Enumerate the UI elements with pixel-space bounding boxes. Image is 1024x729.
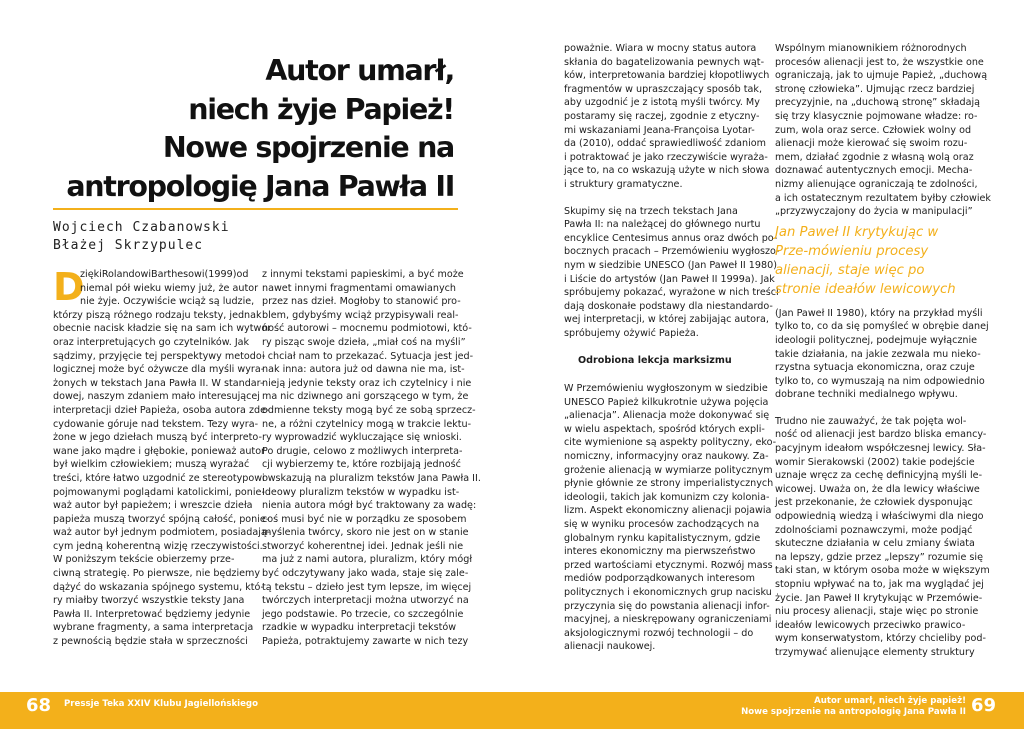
text-line: poważnie. Wiara w mocny status autora	[564, 43, 757, 54]
text-line: W Przemówieniu wygłoszonym w siedzibie	[564, 383, 768, 395]
text-line: nym w siedzibie UNESCO (Jan Paweł II 1980)	[564, 259, 777, 271]
text-line: pacyjnym ideałom współczesnej lewicy. Sła-	[775, 443, 986, 455]
text-line: nieją jedynie teksty oraz ich czytelnicy i nie	[262, 377, 472, 389]
text-line: grożenie alienacją w wymiarze politycznym	[564, 464, 773, 476]
text-line: logicznej może być ożywcze dla myśli wyra-	[53, 364, 265, 376]
text-line: ma już z nami autora, pluralizm, który mógł	[262, 554, 473, 566]
text-line: (Jan Paweł II 1980), który na przykład myśli	[775, 307, 983, 319]
column-3-text	[564, 205, 780, 341]
text-line: mi wskazaniami Jeana-Françoisa Lyotar-	[564, 124, 755, 136]
column-1	[53, 265, 272, 649]
text-line: oraz interpretujących go czytelników. Jak	[53, 336, 250, 348]
text-line: aby uzgodnić je z istotą myśli twórcy. My	[564, 97, 760, 109]
text-line: sądzimy, przyjęcie tej perspektywy metodo-	[53, 350, 266, 362]
text-line: precyzyjnie, na „duchową stronę” składają	[775, 97, 980, 109]
page-footer	[0, 692, 1024, 729]
text-line: mediów podporządkowanych interesom	[564, 573, 755, 585]
text-line: żone w jego dziełach muszą być interpreto-	[53, 432, 262, 444]
text-line: przyczynia się do powstania alienacji infor-	[564, 600, 770, 612]
author-name: Wojciech Czabanowski	[53, 220, 230, 235]
text-line: dążyć do wskazania spójnego systemu, któ-	[53, 581, 265, 593]
text-line: blem, gdybyśmy wciąż przypisywali real-	[262, 309, 459, 321]
title-line: Nowe spojrzenie na	[162, 131, 454, 164]
text-line: alienacji naukowej.	[564, 641, 656, 653]
text-line: jest przekonanie, że człowiek dysponując	[775, 497, 973, 509]
text-line: nizmy alienujące ograniczają te zdolności,	[775, 178, 978, 190]
text-line: nie żyje. Oczywiście wciąż są ludzie,	[80, 296, 255, 308]
footer-running-title	[741, 696, 966, 718]
column-3-text	[564, 42, 770, 192]
text-line: się trzy klasycznie pojmowane władze: ro-	[775, 110, 978, 122]
text-line: Papieża, potraktujemy zawarte w nich tezy	[262, 636, 469, 648]
text-line: odmienne teksty mogą być ze sobą sprzecz-	[262, 404, 476, 416]
authors	[53, 219, 230, 255]
text-line: wane jako mądre i głębokie, ponieważ autor	[53, 445, 266, 457]
text-line: womir Sierakowski (2002) takie podejście	[775, 456, 975, 468]
text-line: papieża muszą tworzyć spójną całość, ponie-	[53, 513, 270, 525]
text-line: „alienacja”. Alienacja może dokonywać się	[564, 410, 770, 422]
text-line: i Liście do artystów (Jan Paweł II 1999a). Jak	[564, 273, 775, 285]
text-line: ry wyprowadzić wykluczające się wnioski.	[262, 432, 462, 444]
text-line: spróbujemy pokazać, wyrażone w nich treści	[564, 287, 779, 299]
text-line: Trudno nie zauważyć, że tak pojęta wol-	[775, 415, 967, 427]
text-line: rzystna sytuacja ekonomiczna, oraz czuje	[775, 362, 975, 374]
text-line: którzy piszą różnego rodzaju teksty, jednak	[53, 309, 262, 321]
text-line: ziękiRolandowiBarthesowi(1999)od	[80, 269, 249, 280]
column-4-text	[775, 415, 990, 660]
text-line: ideologii politycznej, podejmuje wyłącznie	[775, 334, 978, 346]
page-number-left: 68	[26, 695, 52, 716]
text-line: tylko to, co wymuszają na nim odpowiednio	[775, 375, 985, 387]
text-line: i potraktować je jako rzeczywiście wyraża-	[564, 151, 768, 163]
text-line: waż autor był jednym podmiotem, posiadają-	[53, 527, 271, 539]
text-line: wybrane fragmenty, a sama interpretacja	[53, 622, 254, 634]
text-line: obecnie nacisk kładzie się na sam ich wytwór	[53, 323, 272, 335]
text-line: tylko to, co da się pomyśleć w obrębie danej	[775, 321, 989, 333]
column-4-text	[775, 42, 991, 219]
text-line: pojmowanymi poglądami katolickimi, ponie-	[53, 486, 265, 498]
text-line: ność od alienacji jest bardzo bliska emancy-	[775, 429, 987, 441]
text-line: a ich ostatecznym rezultatem byłby człowiek	[775, 192, 991, 204]
text-line: Pawła II. Interpretować będziemy jedynie	[53, 608, 251, 620]
text-line: bocznych pracach – Przemówieniu wygłoszo-	[564, 246, 780, 258]
text-line: nomiczny, informacyjny oraz naukowy. Za-	[564, 451, 769, 463]
text-line: encyklice Centesimus annus oraz dwóch po-	[564, 232, 778, 244]
text-line: alienacji może kierować się swoim rozu-	[775, 138, 968, 150]
text-line: Po drugie, celowo z możliwych interpreta-	[262, 445, 463, 457]
text-line: być odczytywany jako wada, staje się zale-	[262, 568, 469, 580]
text-line: Ideowy pluralizm tekstów w wypadku ist-	[262, 486, 460, 498]
text-line: cym jedną koherentną wizję rzeczywistości.	[53, 540, 263, 552]
text-line: rzadkie w wypadku interpretacji tekstów	[262, 622, 457, 634]
text-line: dowej, naszym zdaniem mało interesującej	[53, 391, 260, 403]
text-line: skuteczne działania w celu zmiany świata	[775, 538, 975, 550]
section-subheading: Odrobiona lekcja marksizmu	[578, 355, 732, 367]
text-line: przed wartościami etycznymi. Rozwój mass	[564, 559, 773, 571]
text-line: odpowiednią wiedzą i właściwymi dla niego	[775, 511, 984, 523]
text-line: stworzyć koherentnej idei. Jednak jeśli nie	[262, 540, 464, 552]
text-line: życie. Jan Paweł II krytykując w Przemówie-	[775, 592, 983, 604]
text-line: ne, a różni czytelnicy mogą w trakcie lektu-	[262, 418, 472, 430]
text-line: nawet innymi fragmentami omawianych	[262, 282, 457, 294]
text-line: treści, które łatwo uzgodnić ze stereotypowo	[53, 472, 268, 484]
column-2-text	[262, 268, 481, 649]
text-line: macyjnej, a nieskrępowany ograniczeniami	[564, 614, 772, 626]
text-line: politycznych i ekonomicznych grup nacisku	[564, 586, 772, 598]
text-line: takie działania, na jakie zezwala mu nieko-	[775, 348, 981, 360]
text-line: płynie głównie ze strony imperialistycznych	[564, 478, 774, 490]
text-line: UNESCO Papież kilkukrotnie używa pojęcia	[564, 396, 769, 408]
text-line: wej interpretacji, w której zabijając autora,	[564, 314, 769, 326]
text-line: wicowej. Uważa on, że dla lewicy właściwe	[775, 483, 980, 495]
text-line: i chciał nam to przekazać. Sytuacja jest jed-	[262, 350, 474, 362]
text-line: żonych w tekstach Jana Pawła II. W standar-	[53, 377, 264, 389]
text-line: skłania do bagatelizowania pewnych wąt-	[564, 56, 765, 68]
text-line: myślenia twórcy, skoro nie jest on w stanie	[262, 527, 469, 539]
text-line: cji wybierzemy te, które rozbijają jedność	[262, 459, 461, 471]
text-line: był wielkim człowiekiem; muszą wyrażać	[53, 459, 250, 471]
footer-publication: Pressje Teka XXIV Klubu Jagiellońskiego	[64, 699, 258, 709]
text-line: cite wymienione są aspekty polityczny, eko-	[564, 437, 777, 449]
text-line: mem, działać zgodnie z własną wolą oraz	[775, 151, 974, 163]
text-line: stronę człowieka”. Ujmując rzecz bardziej	[775, 83, 975, 95]
text-line: twórczych interpretacji można utworzyć na	[262, 595, 469, 607]
text-line: nienia autora mógł być traktowany za wadę:	[262, 500, 477, 512]
text-line: aksjologicznymi rozwój technologii – do	[564, 627, 754, 639]
text-line: ność autorowi – mocnemu podmiotowi, któ-	[262, 323, 472, 335]
text-line: doznawać autentycznych emocji. Mecha-	[775, 165, 973, 177]
text-line: ciwną strategię. Po pierwsze, nie będziemy	[53, 568, 261, 580]
text-line: Wspólnym mianownikiem różnorodnych	[775, 43, 967, 54]
text-line: na lepszy, gdzie przez „lepszy” rozumie się	[775, 551, 983, 563]
text-line: jego podstawie. Po trzecie, co szczególnie	[262, 608, 464, 620]
pull-quote: Jan Paweł II krytykując w Prze-mówieniu procesy alienacji, staje więc po stronie ideałów lewicowych	[775, 224, 956, 297]
text-line: z innymi tekstami papieskimi, a być może	[262, 269, 464, 280]
text-line: ma nic dziwnego ani gorszącego w tym, że	[262, 391, 469, 403]
column-1-text	[53, 265, 272, 649]
text-line: i struktury gramatyczne.	[564, 178, 683, 190]
text-line: procesów alienacji jest to, że wszystkie one	[775, 56, 984, 68]
title-line: niech żyje Papież!	[188, 92, 454, 126]
column-4	[775, 42, 991, 660]
text-line: niemal pół wieku wiemy już, że autor	[80, 282, 259, 294]
text-line: zum, wola oraz serce. Człowiek wolny od	[775, 124, 972, 136]
title-line: Autor umarł,	[265, 54, 454, 87]
text-line: zdolnościami poznawczymi, może podjąć	[775, 524, 973, 536]
text-line: się w wyniku procesów zachodzących na	[564, 519, 760, 530]
text-line: coś musi być nie w porządku ze sposobem	[262, 513, 467, 525]
text-line: Pawła II: na należącej do głównego nurtu	[564, 219, 761, 231]
text-line: W poniższym tekście obierzemy prze-	[53, 554, 235, 566]
text-line: ry miałby tworzyć wszystkie teksty Jana	[53, 595, 245, 607]
text-line: ków, interpretowania bardziej kłopotliwych	[564, 70, 770, 82]
text-line: fragmentów w upraszczający sposób tak,	[564, 83, 763, 95]
text-line: interpretacji dzieł Papieża, osoba autora zde-	[53, 404, 270, 416]
text-line: przez nas dzieł. Mogłoby to stanowić pro-	[262, 296, 461, 308]
drop-cap: D	[53, 265, 85, 309]
text-line: wym konserwatystom, którzy chcieliby pod-	[775, 633, 986, 645]
text-line: „przyzwyczajony do życia w manipulacji”	[775, 206, 973, 218]
text-line: spróbujemy ożywić Papieża.	[564, 327, 699, 339]
column-3	[564, 42, 780, 654]
text-line: dają doskonałe podstawy dla niestandardo-	[564, 300, 773, 312]
text-line: ideałów lewicowych przeciwko prawico-	[775, 619, 966, 631]
text-line: nak inna: autora już od dawna nie ma, ist-	[262, 364, 465, 376]
text-line: dobrane techniki medialnego wpływu.	[775, 389, 958, 401]
page-number-right: 69	[970, 695, 996, 716]
text-line: interes ekonomiczny ma pierwszeństwo	[564, 546, 756, 558]
text-line: cydowanie góruje nad tekstem. Tezy wyra-	[53, 418, 259, 430]
text-line: ry pisząc swoje dzieła, „miał coś na myśli”	[262, 336, 466, 348]
text-line: postaramy się raczej, zgodnie z etyczny-	[564, 110, 760, 122]
title-divider	[53, 208, 458, 210]
text-line: trzymywać alienujące elementy struktury	[775, 646, 975, 658]
text-line: jące to, na co wskazują użyte w nich słowa	[564, 165, 770, 177]
column-3-text	[564, 382, 777, 654]
text-line: taki stan, w którym osoba może w większym	[775, 565, 990, 577]
text-line: Skupimy się na trzech tekstach Jana	[564, 205, 738, 217]
title-line: antropologię Jana Pawła II	[66, 169, 454, 203]
column-4-text	[775, 307, 989, 402]
text-line: stopniu wpływać na to, jak ma wyglądać jej	[775, 579, 984, 590]
text-line: z pewnością będzie stała w sprzeczności	[53, 636, 248, 648]
footer-running-title-line: Autor umarł, niech żyje papież!	[814, 696, 966, 706]
text-line: i wskazują na pluralizm tekstów Jana Pawła II.	[262, 472, 481, 484]
column-2	[262, 268, 481, 649]
text-line: uznaje wręcz za cechę definicyjną myśli le-	[775, 470, 983, 482]
text-line: w wielu aspektach, spośród których expli-	[564, 423, 765, 435]
article-title	[34, 52, 454, 206]
text-line: niu procesy alienacji, staje więc po stronie	[775, 606, 979, 618]
text-line: lizm. Aspekt ekonomiczny alienacji pojawia	[564, 505, 772, 517]
text-line: globalnym rynku kapitalistycznym, gdzie	[564, 532, 761, 544]
text-line: ideologii, takich jak komunizm czy kolonia-	[564, 491, 770, 503]
text-line: waż autor był papieżem; i wreszcie dzieła	[53, 500, 253, 512]
author-name: Błażej Skrzypulec	[53, 238, 204, 253]
text-line: ograniczają, jak to ujmuje Papież, „duchową	[775, 70, 988, 82]
text-line: da (2010), oddać sprawiedliwość zdaniom	[564, 138, 767, 150]
footer-running-title-line: Nowe spojrzenie na antropologię Jana Pawła II	[741, 707, 966, 717]
text-line: tą tekstu – dzieło jest tym lepsze, im więcej	[262, 581, 472, 593]
